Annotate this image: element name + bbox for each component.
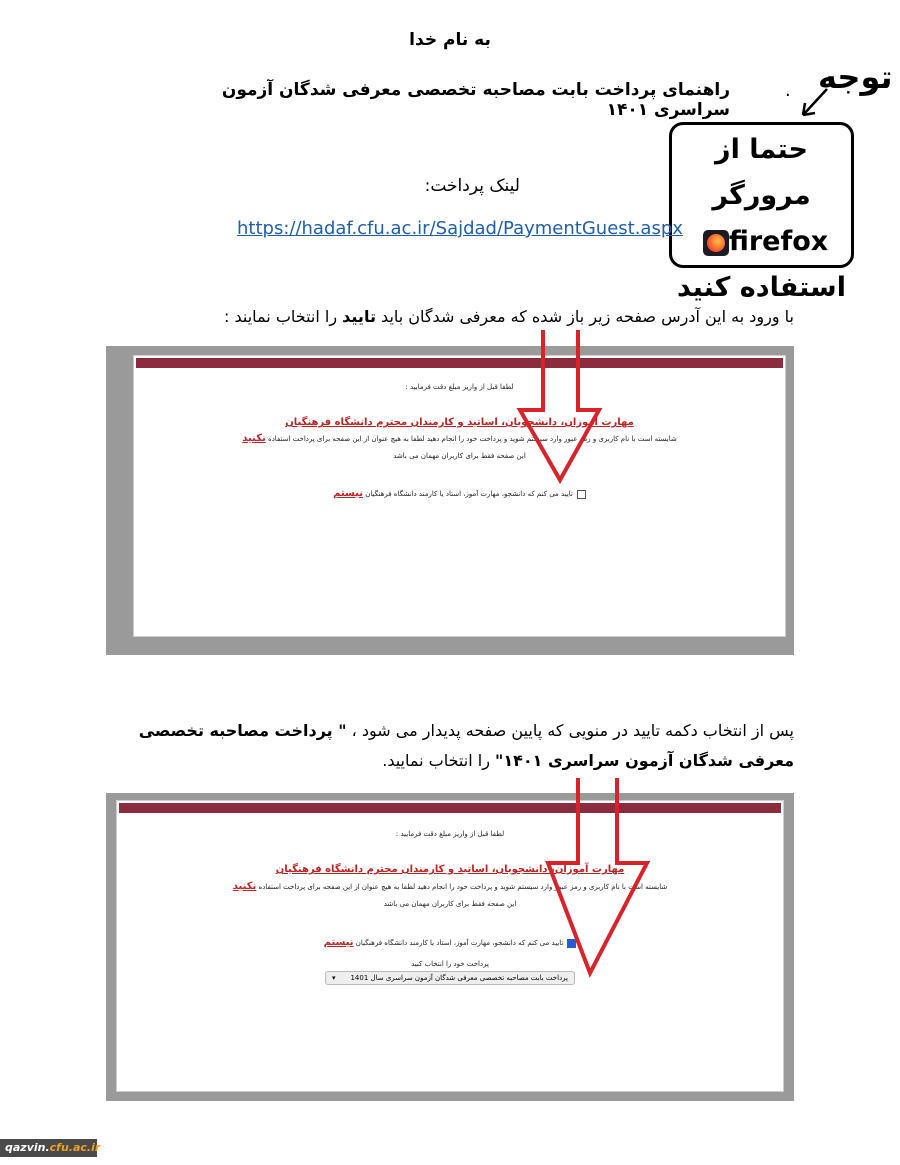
- firefox-icon: [703, 230, 729, 256]
- confirm-text: تایید می کنم که دانشجو، مهارت آموز، استاد یا کارمند دانشگاه فرهنگیان: [353, 939, 564, 947]
- screenshot-1: [106, 346, 794, 655]
- screenshot-1-page: [133, 355, 786, 637]
- screen-heading: مهارت آموزان، دانشجویان، اساتید و کارمندان محترم دانشگاه فرهنگیان: [285, 417, 634, 428]
- bullet: .: [785, 80, 791, 101]
- note-line2: [672, 219, 851, 265]
- step1-part: با ورود به این آدرس صفحه زیر باز شده که معرفی شدگان باید: [375, 307, 794, 326]
- site-watermark: [0, 1139, 101, 1157]
- step1-part: را انتخاب نمایند :: [224, 307, 343, 326]
- step2-bold: " پرداخت مصاحبه تخصصی معرفی شدگان آزمون سراسری ۱۴۰۱": [138, 721, 794, 770]
- attention-label: توجه: [818, 58, 893, 96]
- payment-link[interactable]: https://hadaf.cfu.ac.ir/Sajdad/PaymentGuest.aspx: [237, 218, 683, 239]
- step1-text: [200, 307, 794, 326]
- watermark-a: qazvin.: [5, 1141, 50, 1154]
- browser-note-box: [669, 122, 854, 303]
- step2-part: پس از انتخاب دکمه تایید در منویی که پایین صفحه پدیدار می شود ،: [346, 721, 794, 740]
- red-arrow-icon: [543, 778, 653, 978]
- chevron-down-icon: ▾: [332, 974, 336, 982]
- payment-select[interactable]: [325, 971, 575, 985]
- screenshot-2: [106, 793, 794, 1101]
- select-label: پرداخت خود را انتخاب کنید: [411, 960, 489, 968]
- confirm-red: نیستم: [333, 488, 364, 499]
- notice-text: لطفا قبل از واریز مبلغ دقت فرمایید :: [395, 830, 505, 838]
- confirm-text: تایید می کنم که دانشجو، مهارت آموز، استاد یا کارمند دانشگاه فرهنگیان: [363, 490, 573, 498]
- step2-text: [130, 716, 794, 776]
- warning-red: نکنید: [242, 433, 266, 444]
- header-bar: [136, 358, 783, 368]
- confirm-checkbox[interactable]: [577, 490, 586, 499]
- screenshot-2-page: [116, 800, 784, 1092]
- firefox-label: firefox: [728, 226, 829, 257]
- step1-bold: تایید: [342, 307, 376, 326]
- confirm-red: نیستم: [323, 937, 354, 948]
- header-bar: [119, 803, 781, 813]
- warning-text: [134, 433, 785, 444]
- confirm-row: [117, 937, 783, 948]
- guest-text: این صفحه فقط برای کاربران مهمان می باشد: [393, 452, 526, 460]
- pointer-arrow-icon: [795, 85, 835, 125]
- watermark-b: cfu.ac.ir: [49, 1141, 101, 1154]
- red-arrow-icon: [515, 330, 605, 485]
- notice-text: لطفا قبل از واریز مبلغ دقت فرمایید :: [405, 383, 514, 391]
- warning: شایسته است با نام کاربری و رمز عبور وارد سیستم شوید و پرداخت خود را انجام دهید لطفا به هیچ عنوان از این صفحه برای پرداخت استفاده: [256, 883, 668, 891]
- confirm-row: [134, 488, 785, 499]
- step2-part: را انتخاب نمایید.: [382, 751, 495, 770]
- select-value: پرداخت بابت مصاحبه تخصصی معرفی شدگان آزمون سراسری سال 1401: [350, 974, 568, 982]
- warning-text: [117, 881, 783, 892]
- document-title: راهنمای پرداخت بابت مصاحبه تخصصی معرفی شدگان آزمون سراسری ۱۴۰۱: [221, 80, 730, 120]
- guest-text: این صفحه فقط برای کاربران مهمان می باشد: [383, 900, 517, 908]
- note-line1: حتما از مرورگر: [712, 134, 811, 211]
- link-label: لینک پرداخت:: [424, 176, 520, 196]
- bismillah: به نام خدا: [409, 30, 491, 50]
- note-line3: استفاده کنید: [677, 272, 846, 303]
- warning-red: نکنید: [232, 881, 257, 892]
- screen-heading: مهارت آموزان، دانشجویان، اساتید و کارمندان محترم دانشگاه فرهنگیان: [275, 864, 625, 875]
- warning: شایسته است با نام کاربری و رمز عبور وارد سیستم شوید و پرداخت خود را انجام دهید لطفا به هیچ عنوان از این صفحه برای پرداخت استفاده: [265, 435, 677, 443]
